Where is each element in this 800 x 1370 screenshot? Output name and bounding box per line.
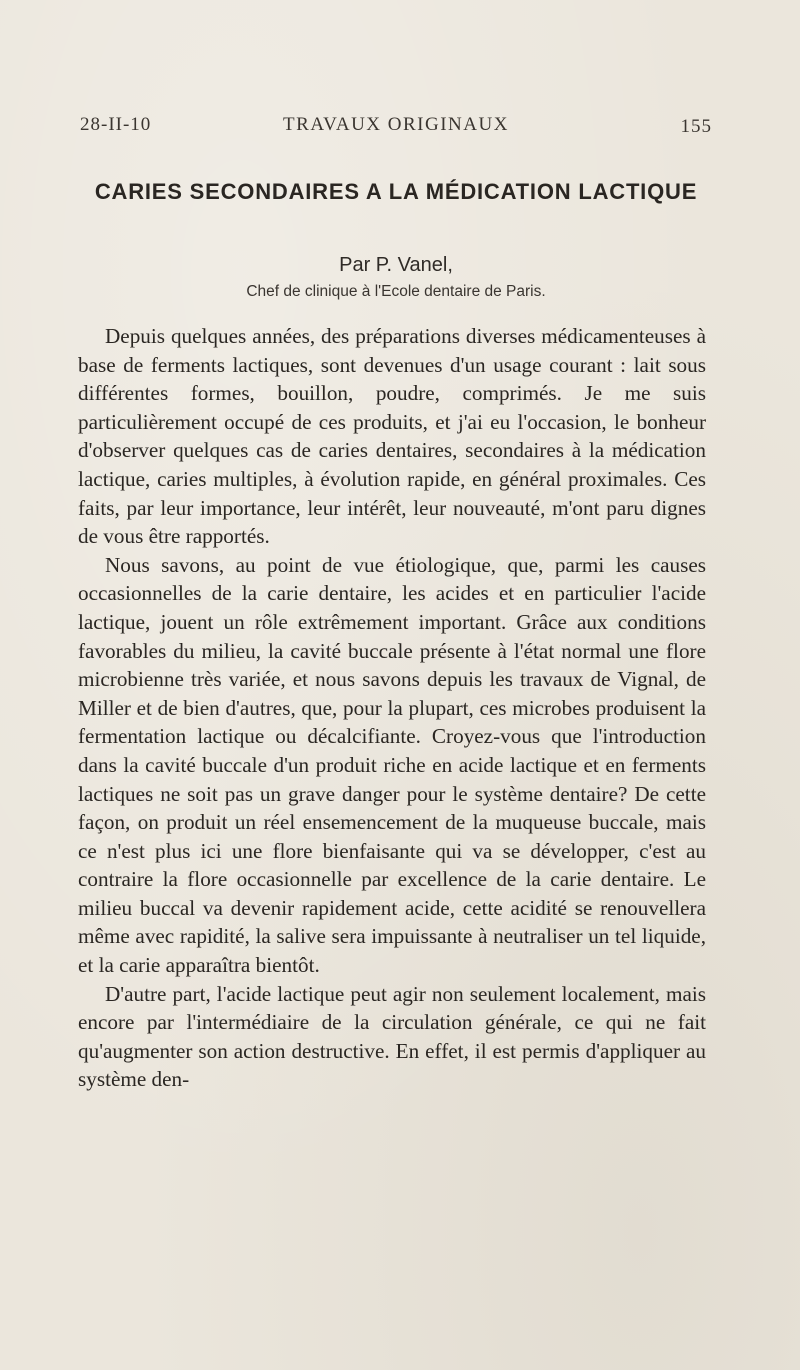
paragraph: D'autre part, l'acide lactique peut agir non seulement localement, mais encore par l'intermédiaire de la circulation générale, ce qui ne fait qu'augmenter son action destructive. En effet, il est permis d'appliquer au système den-: [78, 981, 706, 1092]
issue-date: 28-II-10: [80, 114, 152, 135]
author-affiliation: Chef de clinique à l'Ecole dentaire de Paris.: [246, 283, 546, 300]
running-head: [80, 114, 712, 144]
author-byline: Par P. Vanel,: [339, 254, 453, 276]
section-title: TRAVAUX ORIGINAUX: [283, 114, 509, 135]
article-title: CARIES SECONDAIRES A LA MÉDICATION LACTIQUE: [94, 179, 698, 204]
article-body: [78, 322, 706, 1094]
paragraph: Nous savons, au point de vue étiologique, que, parmi les causes occasionnelles de la carie dentaire, les acides et en particulier l'acide lactique, jouent un rôle extrêmement important. Grâce aux conditions favorables du milieu, la cavité buccale présente à l'état normal une flore microbienne très variée, et nous savons depuis les travaux de Vignal, de Miller et de bien d'autres, que, pour la plupart, ces microbes produisent la fermentation lactique ou décalcifiante. Croyez-vous que l'introduction dans la cavité buccale d'un produit riche en acide lactique et en ferments lactiques ne soit pas un grave danger pour le système dentaire? De cette façon, on produit un réel ensemencement de la muqueuse buccale, mais ce n'est plus ici une flore bienfaisante qui va se développer, c'est au contraire la flore occasionnelle par excellence de la carie dentaire. Le milieu buccal va devenir rapidement acide, cette acidité se renouvellera même avec rapidité, la salive sera impuissante à neutraliser un tel liquide, et la carie apparaîtra bientôt.: [78, 552, 706, 978]
paragraph: Depuis quelques années, des préparations diverses médicamenteuses à base de ferments lactiques, sont devenues d'un usage courant : lait sous différentes formes, bouillon, poudre, comprimés. Je me suis particulièrement occupé de ces produits, et j'ai eu l'occasion, le bonheur d'observer quelques cas de caries dentaires, secondaires à la médication lactique, caries multiples, à évolution rapide, en général proximales. Ces faits, par leur importance, leur intérêt, leur nouveauté, m'ont paru dignes de vous être rapportés.: [78, 324, 706, 549]
page-number: 155: [680, 116, 712, 137]
